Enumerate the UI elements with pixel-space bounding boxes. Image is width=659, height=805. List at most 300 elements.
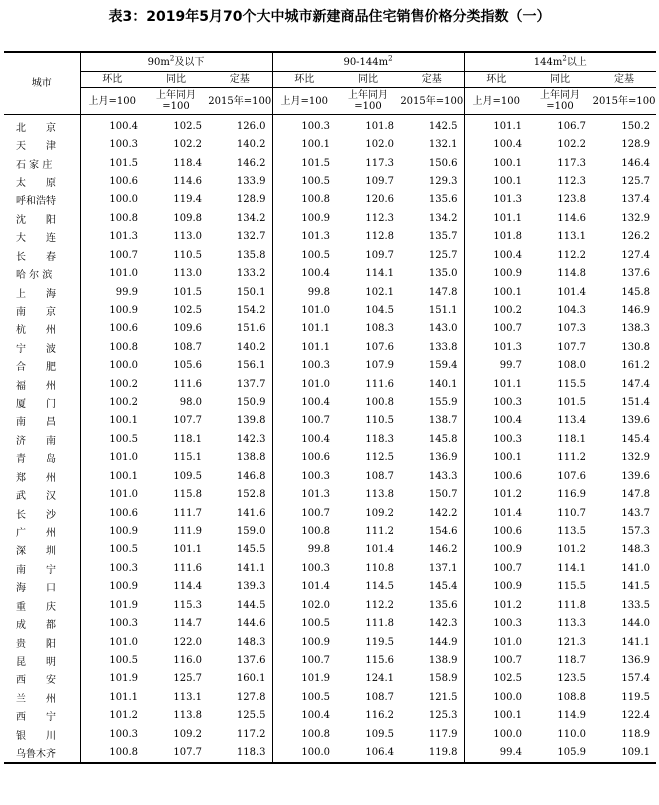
index-cell: 113.0 [173, 268, 202, 280]
index-cell: 138.7 [428, 415, 458, 427]
index-cell: 117.3 [557, 157, 587, 169]
index-cell: 119.8 [400, 743, 464, 762]
index-cell: 140.2 [236, 341, 266, 353]
index-cell: 110.7 [557, 507, 587, 519]
index-cell: 104.3 [557, 304, 587, 316]
index-cell: 101.4 [464, 504, 528, 522]
index-cell: 143.7 [621, 507, 651, 519]
index-cell: 150.1 [236, 286, 266, 298]
index-cell: 118.9 [621, 728, 651, 740]
index-cell: 101.8 [336, 115, 400, 136]
index-cell: 100.5 [272, 172, 336, 190]
index-cell: 137.7 [236, 378, 266, 390]
index-cell: 141.5 [621, 581, 651, 593]
index-cell: 124.1 [365, 673, 395, 685]
index-cell: 135.8 [236, 249, 266, 261]
index-cell: 100.6 [464, 522, 528, 540]
index-cell: 132.7 [236, 231, 266, 243]
index-cell: 101.4 [365, 544, 395, 556]
table-body [4, 115, 656, 763]
index-cell: 118.3 [208, 743, 272, 762]
index-cell: 144.6 [236, 618, 266, 630]
index-cell: 102.0 [365, 139, 395, 151]
index-cell: 113.4 [557, 415, 587, 427]
index-cell: 118.1 [557, 433, 587, 445]
index-cell: 100.4 [272, 430, 336, 448]
index-cell: 114.7 [173, 618, 202, 630]
index-cell: 100.7 [272, 651, 336, 669]
index-cell: 109.7 [365, 175, 395, 187]
index-cell: 101.0 [272, 375, 336, 393]
table-row [4, 301, 656, 319]
table-row [4, 338, 656, 356]
table-row [4, 559, 656, 577]
city-cell: 海 口 [16, 583, 56, 595]
table-row [4, 504, 656, 522]
table-row [4, 688, 656, 706]
city-cell: 广 州 [16, 527, 56, 539]
index-cell: 140.2 [236, 139, 266, 151]
index-cell: 100.9 [272, 209, 336, 227]
city-cell: 郑 州 [16, 472, 56, 484]
index-cell: 125.5 [236, 710, 266, 722]
index-cell: 137.6 [236, 654, 266, 666]
index-cell: 138.9 [428, 654, 458, 666]
table-row [4, 430, 656, 448]
city-cell: 青 岛 [16, 454, 56, 466]
index-cell: 115.6 [365, 654, 395, 666]
index-cell: 101.9 [80, 670, 144, 688]
index-cell: 101.2 [557, 544, 587, 556]
index-cell: 101.5 [272, 154, 336, 172]
index-cell: 101.8 [464, 228, 528, 246]
index-cell: 101.9 [272, 670, 336, 688]
index-cell: 101.2 [464, 485, 528, 503]
index-cell: 117.9 [428, 728, 458, 740]
table-row [4, 412, 656, 430]
index-cell: 143.0 [428, 323, 458, 335]
index-cell: 158.9 [428, 673, 458, 685]
index-cell: 101.1 [464, 209, 528, 227]
city-cell: 西 安 [16, 675, 56, 687]
index-cell: 114.6 [173, 175, 202, 187]
index-cell: 113.3 [557, 618, 587, 630]
index-cell: 156.1 [236, 360, 266, 372]
city-cell: 深 圳 [16, 546, 56, 558]
index-cell: 100.9 [80, 578, 144, 596]
city-cell: 合 肥 [16, 362, 56, 374]
index-cell: 151.6 [236, 323, 266, 335]
index-cell: 154.2 [236, 304, 266, 316]
index-cell: 133.5 [621, 599, 651, 611]
col-header-fixed: 定基 [400, 72, 464, 88]
index-cell: 142.2 [428, 507, 458, 519]
index-cell: 132.1 [428, 139, 458, 151]
index-cell: 136.9 [621, 654, 651, 666]
index-cell: 109.5 [365, 728, 395, 740]
index-cell: 117.2 [236, 728, 266, 740]
col-header-fixed: 定基 [208, 72, 272, 88]
index-cell: 137.1 [428, 562, 458, 574]
city-cell: 西 宁 [16, 712, 56, 724]
index-cell: 102.5 [144, 115, 208, 136]
index-cell: 105.9 [528, 743, 592, 762]
index-cell: 102.2 [173, 139, 202, 151]
index-cell: 100.7 [80, 246, 144, 264]
index-cell: 101.3 [464, 338, 528, 356]
index-cell: 118.7 [557, 654, 587, 666]
index-cell: 135.7 [428, 231, 458, 243]
table-row [4, 578, 656, 596]
index-cell: 108.8 [557, 691, 587, 703]
index-cell: 106.7 [528, 115, 592, 136]
index-cell: 147.8 [621, 489, 651, 501]
index-cell: 100.5 [80, 541, 144, 559]
index-cell: 120.6 [365, 194, 395, 206]
index-cell: 159.0 [236, 525, 266, 537]
index-cell: 104.5 [365, 304, 395, 316]
index-cell: 109.8 [173, 212, 202, 224]
city-cell: 哈 尔 滨 [16, 270, 53, 282]
index-cell: 100.4 [272, 264, 336, 282]
index-cell: 111.7 [173, 507, 202, 519]
index-cell: 125.7 [173, 673, 202, 685]
index-cell: 101.1 [464, 375, 528, 393]
index-cell: 102.5 [464, 670, 528, 688]
index-cell: 100.3 [80, 135, 144, 153]
index-cell: 147.4 [621, 378, 651, 390]
table-row [4, 264, 656, 282]
index-cell: 159.4 [428, 360, 458, 372]
index-cell: 100.6 [80, 172, 144, 190]
index-cell: 99.9 [80, 283, 144, 301]
city-cell: 杭 州 [16, 325, 56, 337]
index-cell: 100.8 [272, 725, 336, 743]
index-cell: 111.2 [365, 525, 395, 537]
index-cell: 114.5 [365, 581, 395, 593]
col-header-fixed: 定基 [592, 72, 656, 88]
index-cell: 101.1 [80, 688, 144, 706]
index-cell: 106.4 [336, 743, 400, 762]
table-row [4, 633, 656, 651]
index-cell: 100.2 [464, 301, 528, 319]
index-cell: 118.3 [365, 433, 395, 445]
index-cell: 100.3 [272, 467, 336, 485]
index-cell: 100.8 [80, 338, 144, 356]
index-cell: 100.6 [80, 504, 144, 522]
col-header-yoy: 同比 [336, 72, 400, 88]
city-cell: 呼和浩特 [16, 196, 56, 208]
table-row [4, 614, 656, 632]
index-cell: 102.1 [365, 286, 395, 298]
index-cell: 100.0 [464, 725, 528, 743]
city-cell: 济 南 [16, 435, 56, 447]
city-cell: 大 连 [16, 233, 56, 245]
index-cell: 101.1 [272, 320, 336, 338]
index-cell: 100.3 [272, 115, 336, 136]
index-cell: 100.6 [464, 467, 528, 485]
col-header-mom: 环比 [80, 72, 144, 88]
index-cell: 109.2 [173, 728, 202, 740]
city-cell: 乌鲁木齐 [4, 743, 80, 762]
index-cell: 114.8 [557, 268, 587, 280]
index-cell: 119.5 [365, 636, 395, 648]
city-cell: 南 昌 [16, 417, 56, 429]
index-cell: 143.3 [428, 470, 458, 482]
city-header: 城市 [4, 52, 80, 115]
index-cell: 112.5 [365, 452, 395, 464]
index-cell: 100.9 [80, 522, 144, 540]
table-row [4, 228, 656, 246]
index-cell: 99.7 [464, 356, 528, 374]
index-cell: 141.0 [621, 562, 651, 574]
index-cell: 102.5 [173, 304, 202, 316]
index-cell: 151.4 [621, 397, 651, 409]
city-cell: 石 家 庄 [16, 159, 53, 171]
index-cell: 101.2 [464, 596, 528, 614]
index-cell: 99.8 [272, 283, 336, 301]
index-cell: 101.3 [272, 228, 336, 246]
index-cell: 135.6 [428, 599, 458, 611]
index-cell: 141.1 [236, 562, 266, 574]
city-cell: 长 春 [16, 251, 56, 263]
index-cell: 135.0 [428, 268, 458, 280]
index-cell: 125.7 [428, 249, 458, 261]
index-cell: 101.4 [557, 286, 587, 298]
index-cell: 135.6 [428, 194, 458, 206]
index-cell: 144.9 [428, 636, 458, 648]
base-header-mom: 上月=100 [464, 88, 528, 115]
index-cell: 140.1 [428, 378, 458, 390]
index-cell: 145.8 [621, 286, 651, 298]
index-cell: 111.6 [173, 562, 202, 574]
index-cell: 108.3 [365, 323, 395, 335]
index-cell: 148.3 [236, 636, 266, 648]
index-cell: 109.7 [365, 249, 395, 261]
index-cell: 100.5 [80, 430, 144, 448]
index-cell: 100.6 [80, 320, 144, 338]
index-cell: 147.8 [428, 286, 458, 298]
table-row [4, 467, 656, 485]
index-cell: 100.7 [272, 504, 336, 522]
city-cell: 沈 阳 [16, 214, 56, 226]
base-header-fixed: 2015年=100 [208, 88, 272, 115]
index-cell: 109.5 [173, 470, 202, 482]
index-cell: 121.5 [428, 691, 458, 703]
index-cell: 108.7 [173, 341, 202, 353]
table-row [4, 375, 656, 393]
index-cell: 117.3 [365, 157, 395, 169]
city-cell: 宁 波 [16, 343, 56, 355]
index-cell: 146.2 [236, 157, 266, 169]
index-cell: 107.9 [365, 360, 395, 372]
index-cell: 100.5 [272, 688, 336, 706]
index-cell: 100.7 [464, 320, 528, 338]
table-row [4, 356, 656, 374]
index-cell: 132.9 [621, 452, 651, 464]
index-cell: 133.2 [236, 268, 266, 280]
index-cell: 101.5 [173, 286, 202, 298]
index-cell: 121.3 [557, 636, 587, 648]
table-row [4, 393, 656, 411]
index-cell: 111.9 [173, 525, 202, 537]
index-cell: 148.3 [621, 544, 651, 556]
table-row [4, 725, 656, 743]
index-cell: 114.6 [557, 212, 587, 224]
index-cell: 157.3 [621, 525, 651, 537]
index-cell: 109.2 [365, 507, 395, 519]
index-cell: 100.1 [464, 449, 528, 467]
index-cell: 114.1 [557, 562, 587, 574]
city-cell: 太 原 [16, 177, 56, 189]
index-cell: 100.6 [272, 449, 336, 467]
index-cell: 109.6 [173, 323, 202, 335]
table-row [4, 246, 656, 264]
index-cell: 101.0 [80, 264, 144, 282]
table-row [4, 743, 656, 762]
index-cell: 113.1 [173, 691, 202, 703]
col-header-mom: 环比 [272, 72, 336, 88]
index-cell: 100.5 [272, 614, 336, 632]
index-cell: 125.7 [621, 175, 651, 187]
table-row [4, 651, 656, 669]
index-cell: 101.5 [557, 397, 587, 409]
index-cell: 107.7 [557, 341, 587, 353]
index-cell: 118.4 [173, 157, 202, 169]
table-row [4, 596, 656, 614]
index-cell: 99.4 [464, 743, 528, 762]
index-cell: 100.3 [464, 614, 528, 632]
table-row [4, 135, 656, 153]
index-cell: 112.2 [365, 599, 395, 611]
col-header-yoy: 同比 [528, 72, 592, 88]
index-cell: 155.9 [428, 397, 458, 409]
index-cell: 150.6 [428, 157, 458, 169]
index-cell: 122.4 [621, 710, 651, 722]
index-cell: 139.6 [621, 415, 651, 427]
index-cell: 100.0 [80, 356, 144, 374]
table-row [4, 449, 656, 467]
index-cell: 100.4 [80, 115, 144, 136]
index-cell: 100.7 [464, 559, 528, 577]
index-cell: 100.9 [80, 301, 144, 319]
index-cell: 100.4 [464, 135, 528, 153]
index-cell: 100.1 [464, 283, 528, 301]
index-cell: 107.6 [365, 341, 395, 353]
index-cell: 142.3 [236, 433, 266, 445]
index-cell: 114.1 [365, 268, 395, 280]
index-cell: 101.0 [80, 449, 144, 467]
index-cell: 112.2 [557, 249, 587, 261]
index-cell: 100.5 [272, 246, 336, 264]
base-header-mom: 上月=100 [80, 88, 144, 115]
index-cell: 107.7 [173, 415, 202, 427]
city-cell: 南 宁 [16, 564, 56, 576]
table-row [4, 541, 656, 559]
index-cell: 100.0 [464, 688, 528, 706]
table-row [4, 154, 656, 172]
index-cell: 123.5 [557, 673, 587, 685]
index-cell: 98.0 [179, 397, 202, 409]
index-cell: 100.1 [464, 707, 528, 725]
base-header-yoy: 上年同月=100 [528, 88, 592, 115]
group-header-small: $90m^2$及以下 [80, 52, 272, 72]
index-cell: 123.8 [557, 194, 587, 206]
index-cell: 142.5 [400, 115, 464, 136]
city-cell: 南 京 [16, 306, 56, 318]
index-cell: 128.9 [621, 139, 651, 151]
index-cell: 145.8 [428, 433, 458, 445]
index-cell: 101.9 [80, 596, 144, 614]
index-cell: 145.5 [236, 544, 266, 556]
index-cell: 115.3 [173, 599, 202, 611]
index-cell: 102.0 [272, 596, 336, 614]
city-cell: 北 京 [4, 115, 80, 136]
index-cell: 100.4 [464, 246, 528, 264]
index-cell: 101.1 [173, 544, 202, 556]
index-cell: 100.5 [80, 651, 144, 669]
city-cell: 长 沙 [16, 509, 56, 521]
index-cell: 100.8 [272, 191, 336, 209]
index-cell: 107.3 [557, 323, 587, 335]
index-cell: 112.3 [557, 175, 587, 187]
index-cell: 108.7 [365, 470, 395, 482]
index-cell: 101.0 [464, 633, 528, 651]
index-cell: 110.5 [365, 415, 395, 427]
index-cell: 112.3 [365, 212, 395, 224]
index-cell: 137.6 [621, 268, 651, 280]
index-cell: 150.9 [236, 397, 266, 409]
index-cell: 101.1 [464, 115, 528, 136]
group-header-large: $144m^2$以上 [464, 52, 656, 72]
index-cell: 113.1 [557, 231, 587, 243]
index-cell: 128.9 [236, 194, 266, 206]
table-row [4, 670, 656, 688]
index-cell: 111.6 [365, 378, 395, 390]
index-cell: 146.2 [428, 544, 458, 556]
index-cell: 101.0 [272, 301, 336, 319]
index-cell: 137.4 [621, 194, 651, 206]
index-cell: 111.2 [557, 452, 587, 464]
index-cell: 101.1 [272, 338, 336, 356]
index-cell: 100.9 [464, 264, 528, 282]
index-cell: 110.5 [173, 249, 202, 261]
index-cell: 114.9 [557, 710, 587, 722]
index-cell: 146.4 [621, 157, 651, 169]
index-cell: 150.7 [428, 489, 458, 501]
city-cell: 天 津 [16, 141, 56, 153]
index-cell: 136.9 [428, 452, 458, 464]
index-cell: 118.1 [173, 433, 202, 445]
index-cell: 160.1 [236, 673, 266, 685]
table-row [4, 191, 656, 209]
base-header-mom: 上月=100 [272, 88, 336, 115]
index-cell: 100.0 [80, 191, 144, 209]
index-cell: 122.0 [173, 636, 202, 648]
index-cell: 101.5 [80, 154, 144, 172]
index-cell: 116.2 [365, 710, 395, 722]
index-cell: 100.3 [80, 559, 144, 577]
index-cell: 138.8 [236, 452, 266, 464]
index-cell: 100.3 [80, 725, 144, 743]
index-cell: 161.2 [621, 360, 651, 372]
index-cell: 101.3 [464, 191, 528, 209]
col-header-yoy: 同比 [144, 72, 208, 88]
index-cell: 100.3 [464, 393, 528, 411]
index-cell: 139.8 [236, 415, 266, 427]
index-cell: 129.3 [428, 175, 458, 187]
index-cell: 115.5 [557, 581, 587, 593]
